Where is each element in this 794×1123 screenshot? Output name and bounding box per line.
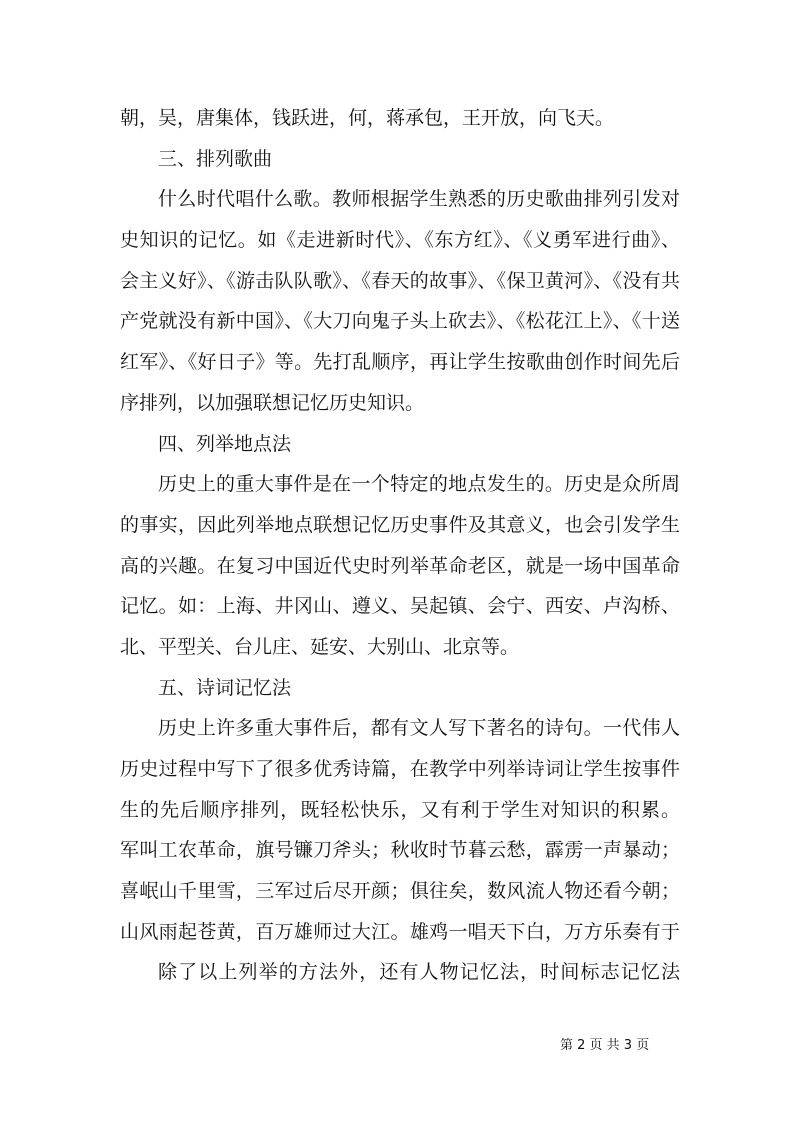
text-line: 红军》、《好日子》等。先打乱顺序，再让学生按歌曲创作时间先后 — [120, 351, 680, 374]
text-line: 北、平型关、台儿庄、延安、大别山、北京等。 — [120, 635, 520, 658]
text-line: 历史上许多重大事件后，都有文人写下著名的诗句。一代伟人 — [158, 717, 680, 740]
text-line: 什么时代唱什么歌。教师根据学生熟悉的历史歌曲排列引发对 — [158, 188, 680, 211]
text-line: 会主义好》、《游击队队歌》、《春天的故事》、《保卫黄河》、《没有共 — [120, 269, 680, 292]
text-line: 五、诗词记忆法 — [158, 676, 292, 699]
text-line: 生的先后顺序排列，既轻松快乐，又有利于学生对知识的积累。 — [120, 798, 680, 821]
text-line: 产党就没有新中国》、《大刀向鬼子头上砍去》、《松花江上》、《十送 — [120, 310, 680, 333]
text-line: 山风雨起苍黄，百万雄师过大江。雄鸡一唱天下白，万方乐奏有于 — [120, 920, 680, 943]
text-line: 三、排列歌曲 — [158, 147, 273, 170]
document-body — [120, 98, 680, 993]
text-line: 记忆。如：上海、井冈山、遵义、吴起镇、会宁、西安、卢沟桥、 — [120, 595, 680, 618]
text-line: 序排列，以加强联想记忆历史知识。 — [120, 391, 425, 414]
page-number-footer: 第 2 页 共 3 页 — [560, 1038, 650, 1053]
text-line: 朝，吴，唐集体，钱跃进，何，蒋承包，王开放，向飞天。 — [120, 107, 615, 129]
text-line: 高的兴趣。在复习中国近代史时列举革命老区，就是一场中国革命 — [120, 554, 680, 577]
text-line: 除了以上列举的方法外，还有人物记忆法，时间标志记忆法 — [158, 961, 680, 984]
text-line: 历史过程中写下了很多优秀诗篇，在教学中列举诗词让学生按事件 — [120, 758, 680, 780]
text-line: 历史上的重大事件是在一个特定的地点发生的。历史是众所周 — [158, 473, 680, 496]
text-line: 史知识的记忆。如《走进新时代》、《东方红》、《义勇军进行曲》、 — [120, 229, 680, 252]
text-line: 军叫工农革命，旗号镰刀斧头；秋收时节暮云愁，霹雳一声暴动； — [120, 839, 680, 862]
text-line: 四、列举地点法 — [158, 432, 292, 455]
text-line: 的事实，因此列举地点联想记忆历史事件及其意义，也会引发学生 — [120, 513, 680, 536]
text-line: 喜岷山千里雪，三军过后尽开颜；俱往矣，数风流人物还看今朝； — [120, 880, 680, 903]
